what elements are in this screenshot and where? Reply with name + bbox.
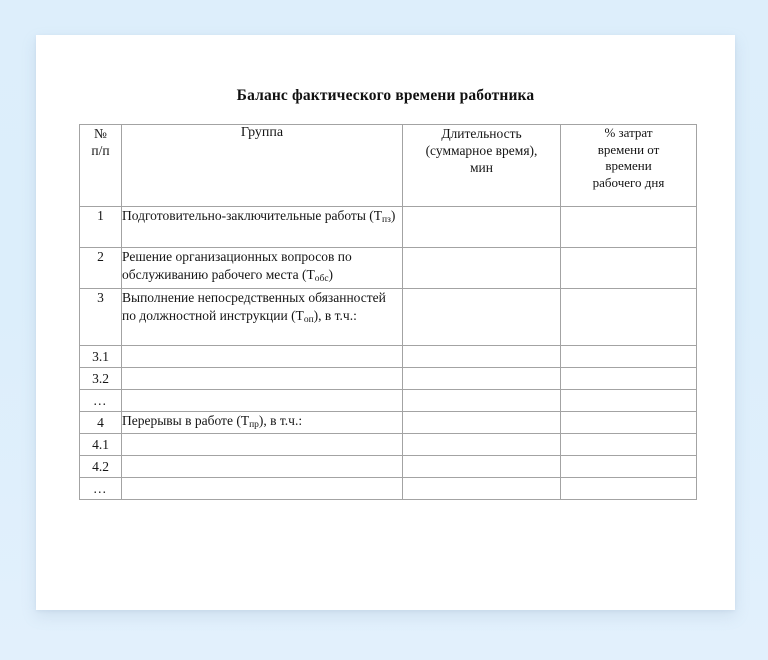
row-percent-cell[interactable] [561, 289, 697, 346]
row-group-cell [122, 456, 403, 478]
row-number-cell: 3.2 [80, 368, 122, 390]
column-header-number-line2: п/п [91, 143, 110, 158]
column-header-number [80, 125, 122, 207]
column-header-percent-line1: % затрат [604, 125, 653, 140]
ellipsis-marker: … [93, 392, 108, 408]
document-paper [36, 35, 735, 610]
table-row [80, 207, 697, 248]
column-header-percent-line2: времени от [597, 141, 660, 157]
row-percent-cell[interactable] [561, 434, 697, 456]
balance-table-container [79, 124, 696, 500]
row-number-cell: 3.1 [80, 346, 122, 368]
page-title: Баланс фактического времени работника [236, 87, 535, 104]
row-group-cell [122, 346, 403, 368]
row-number-cell: 4 [80, 412, 122, 434]
table-row [80, 248, 697, 289]
row-group-cell: Перерывы в работе $(Т_{пр})$, в т.ч.: [122, 412, 403, 434]
row-number-cell: 2 [80, 248, 122, 289]
group-subscript: обс [314, 273, 329, 284]
row-group-cell [122, 390, 403, 412]
table-row [80, 412, 697, 434]
row-group-cell: Решение организационных вопросов по обслуживанию рабочего места $(Т_{обс})$ [122, 248, 403, 289]
row-number-cell: 4.1 [80, 434, 122, 456]
row-percent-cell[interactable] [561, 207, 697, 248]
row-duration-cell[interactable] [403, 346, 561, 368]
row-duration-cell[interactable] [403, 248, 561, 289]
row-duration-cell[interactable] [403, 456, 561, 478]
row-number-cell [80, 390, 122, 412]
column-header-duration [403, 125, 561, 207]
row-duration-cell[interactable] [403, 207, 561, 248]
column-header-percent-line4: рабочего дня [592, 174, 665, 190]
group-subscript: оп [303, 314, 314, 325]
table-row [80, 434, 697, 456]
table-body [80, 207, 697, 500]
row-percent-cell[interactable] [561, 478, 697, 500]
table-row [80, 390, 697, 412]
balance-table [79, 124, 697, 500]
column-header-percent-line3: времени [605, 158, 652, 173]
column-header-duration-line3: мин [470, 160, 493, 175]
row-number-cell: 3 [80, 289, 122, 346]
row-group-cell: Выполнение непосредственных обязанностей по должностной инструкции $(Т_{оп})$, в т.ч.: [122, 289, 403, 346]
row-percent-cell[interactable] [561, 248, 697, 289]
row-number-cell: 1 [80, 207, 122, 248]
row-group-cell [122, 478, 403, 500]
group-subscript: пр [249, 420, 259, 430]
table-row [80, 456, 697, 478]
row-number-cell: 4.2 [80, 456, 122, 478]
row-duration-cell[interactable] [403, 412, 561, 434]
row-group-cell: Подготовительно-заключительные работы $(Т_{пз})$ [122, 207, 403, 248]
column-header-percent [561, 125, 697, 207]
column-header-duration-line2: (суммарное время), [425, 143, 538, 158]
table-row [80, 289, 697, 346]
table-row [80, 346, 697, 368]
row-duration-cell[interactable] [403, 289, 561, 346]
row-percent-cell[interactable] [561, 390, 697, 412]
row-percent-cell[interactable] [561, 346, 697, 368]
row-percent-cell[interactable] [561, 412, 697, 434]
ellipsis-marker: … [93, 480, 108, 496]
column-header-duration-line1: Длительность [441, 126, 522, 141]
row-duration-cell[interactable] [403, 368, 561, 390]
table-header [80, 125, 697, 207]
row-group-cell [122, 434, 403, 456]
row-group-cell [122, 368, 403, 390]
row-percent-cell[interactable] [561, 456, 697, 478]
row-percent-cell[interactable] [561, 368, 697, 390]
row-number-cell [80, 478, 122, 500]
group-subscript: пз [382, 215, 391, 225]
row-duration-cell[interactable] [403, 478, 561, 500]
column-header-number-line1: № [94, 126, 107, 141]
table-row [80, 478, 697, 500]
column-header-group: Группа [122, 125, 403, 207]
row-duration-cell[interactable] [403, 434, 561, 456]
table-row [80, 368, 697, 390]
row-duration-cell[interactable] [403, 390, 561, 412]
table-header-row [80, 125, 697, 207]
